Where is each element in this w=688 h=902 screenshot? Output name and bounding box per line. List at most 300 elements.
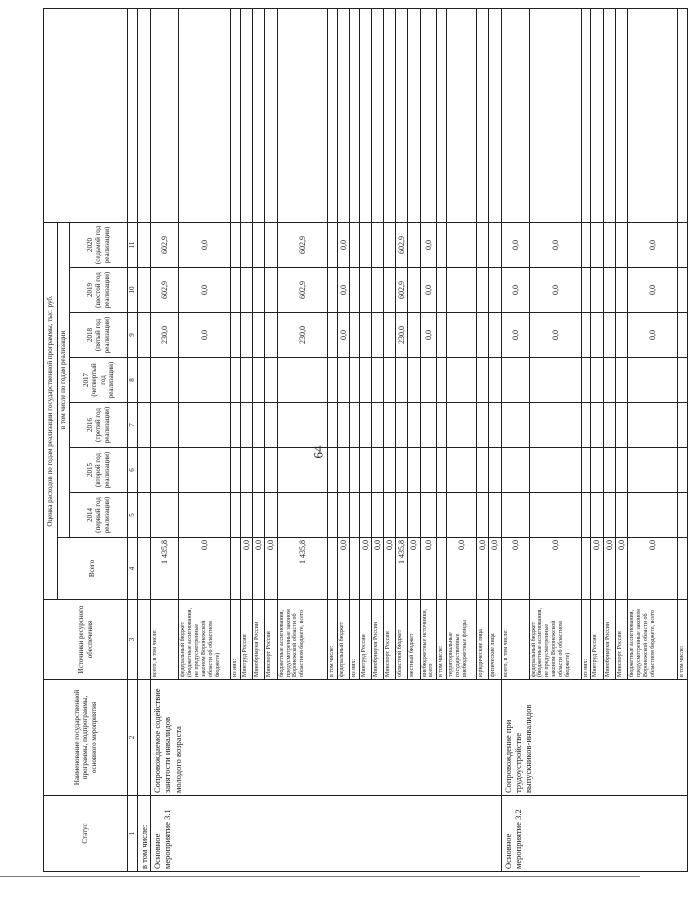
total-value [678,538,688,600]
funding-source: Минтруд России [241,600,253,680]
year-value [277,403,327,448]
year-value [447,222,477,267]
year-value [383,403,395,448]
total-value: 0,0 [371,538,383,600]
year-value [581,268,591,313]
year-value [408,222,420,267]
year-value [253,403,265,448]
year-value: 0,0 [337,313,349,358]
table-frame [43,9,686,872]
year-value [231,222,241,267]
funding-source: в том числе: [327,600,337,680]
year-value: 0,0 [628,268,678,313]
funding-source: Минобрнауки России [253,600,265,680]
empty-cell [138,313,151,358]
header-source: Источники ресурсного обеспечения [44,600,128,680]
year-value [529,448,581,493]
column-number: 9 [128,313,138,358]
year-value [327,268,337,313]
empty-cell [501,8,529,222]
year-value [265,268,277,313]
empty-cell [447,8,477,222]
year-value [477,403,489,448]
year-value [603,403,615,448]
year-value [349,268,359,313]
year-value [253,268,265,313]
year-value [151,403,179,448]
year-value [231,448,241,493]
year-value [615,222,627,267]
year-value [371,448,383,493]
year-value [151,448,179,493]
year-value [591,448,603,493]
empty-cell [420,8,437,222]
total-value: 0,0 [179,538,231,600]
year-value [678,222,688,267]
empty-cell [359,8,371,222]
header-including: в том числе по годам реализации [58,222,70,537]
year-value: 0,0 [529,313,581,358]
funding-source: территориальные государственные внебюджетные фонды [447,600,477,680]
empty-cell [327,8,337,222]
year-value [337,493,349,538]
year-value: 0,0 [501,313,529,358]
year-value [591,358,603,403]
year-value [477,222,489,267]
total-value: 0,0 [265,538,277,600]
column-number: 11 [128,222,138,267]
year-value [253,358,265,403]
scan-edge-line [0,876,640,877]
year-value [591,268,603,313]
empty-cell [265,8,277,222]
year-value: 602,9 [396,222,408,267]
year-value [529,358,581,403]
year-value [615,448,627,493]
year-value [581,448,591,493]
empty-cell [337,8,349,222]
year-value [603,313,615,358]
funding-source: из них: [349,600,359,680]
status-cell: Основное мероприятие 3.2 [501,796,687,872]
total-value [437,538,447,600]
empty-cell [277,8,327,222]
empty-cell [603,8,615,222]
year-value [327,358,337,403]
year-value [447,313,477,358]
year-value [581,222,591,267]
year-value [678,448,688,493]
year-value [179,403,231,448]
column-number: 1 [128,796,138,872]
year-value [277,358,327,403]
empty-cell [408,8,420,222]
header-year-number: 2014 [86,508,95,522]
year-value [501,448,529,493]
total-value: 0,0 [337,538,349,600]
year-value [628,448,678,493]
table-row [151,8,179,871]
year-value [359,358,371,403]
header-name: Наименование государственной программы, подпрограммы, основного мероприятия [44,680,128,796]
total-value: 0,0 [253,538,265,600]
year-value [253,222,265,267]
year-value: 0,0 [179,268,231,313]
year-value [529,493,581,538]
funding-source: федеральный бюджет [337,600,349,680]
year-value [420,493,437,538]
total-value: 0,0 [447,538,477,600]
empty-cell [138,358,151,403]
year-value [359,493,371,538]
year-value [265,358,277,403]
total-value: 0,0 [241,538,253,600]
activity-name: Сопровождаемое содействие занятости инвалидов молодого возраста [151,680,501,796]
header-year [70,493,128,538]
funding-source: из них: [581,600,591,680]
year-value [241,268,253,313]
total-value: 0,0 [359,538,371,600]
year-value [371,493,383,538]
year-value [615,358,627,403]
total-value [581,538,591,600]
year-value [603,493,615,538]
funding-source: из них: [231,600,241,680]
year-value [489,358,501,403]
empty-cell [383,8,395,222]
year-value [615,403,627,448]
funding-source: Минобрнауки России [603,600,615,680]
year-value [277,493,327,538]
funding-source: всего, в том числе: [151,600,179,680]
year-value [241,358,253,403]
empty-cell [138,538,151,600]
funding-source: Минтруд России [359,600,371,680]
empty-cell [253,8,265,222]
year-value [591,222,603,267]
total-value: 1 435,8 [151,538,179,600]
total-value: 0,0 [628,538,678,600]
year-value [678,268,688,313]
year-value [603,358,615,403]
year-value [437,268,447,313]
year-value: 0,0 [420,268,437,313]
year-value [615,493,627,538]
empty-cell [138,222,151,267]
funding-source: бюджетные ассигнования, предусмотренные законом Воронежской области об областном бюджете, всего [277,600,327,680]
total-value: 0,0 [529,538,581,600]
year-value [447,448,477,493]
budget-table [43,8,688,872]
year-value [678,403,688,448]
year-value [349,493,359,538]
column-number: 5 [128,493,138,538]
year-value [327,448,337,493]
year-value [678,358,688,403]
year-value [241,313,253,358]
year-value [396,358,408,403]
year-value [179,358,231,403]
year-value [477,313,489,358]
year-value [437,448,447,493]
rotated-table-sheet [43,9,686,872]
year-value [231,313,241,358]
empty-cell [138,600,151,680]
year-value [408,358,420,403]
year-value [420,358,437,403]
year-value [359,448,371,493]
header-blank [44,8,128,222]
year-value [628,493,678,538]
header-estimate: Оценка расходов по годам реализации государственной программы, тыс. руб. [44,222,58,599]
year-value: 0,0 [628,313,678,358]
year-value [396,493,408,538]
year-value: 230,0 [277,313,327,358]
year-value [241,448,253,493]
header-year-number: 2019 [86,283,95,297]
empty-cell [437,8,447,222]
year-value [437,222,447,267]
year-value [581,403,591,448]
year-value [253,493,265,538]
empty-cell [231,8,241,222]
empty-cell [138,403,151,448]
header-year-label: (пятый год реализации) [94,316,111,354]
year-value [359,268,371,313]
total-value [231,538,241,600]
funding-source: Минспорт России [615,600,627,680]
year-value [489,493,501,538]
total-value: 0,0 [477,538,489,600]
empty-cell [591,8,603,222]
funding-source: федеральный бюджет (бюджетные ассигнования, не предусмотренные законом Воронежской области об областном бюджете) [179,600,231,680]
year-value: 602,9 [396,268,408,313]
column-number: 3 [128,600,138,680]
year-value [383,358,395,403]
year-value [501,493,529,538]
empty-cell [179,8,231,222]
total-value: 0,0 [408,538,420,600]
header-year-number: 2016 [86,418,95,432]
year-value [408,268,420,313]
header-year [70,222,128,267]
year-value [231,358,241,403]
empty-cell [477,8,489,222]
year-value [383,493,395,538]
header-year [70,448,128,493]
year-value [371,403,383,448]
column-number-blank [128,8,138,222]
year-value [265,493,277,538]
header-year-number: 2020 [86,237,95,252]
year-value [489,222,501,267]
year-value [253,448,265,493]
header-year-number: 2015 [86,463,95,477]
funding-source: Минспорт России [383,600,395,680]
year-value [603,448,615,493]
year-value: 0,0 [179,313,231,358]
year-value [349,358,359,403]
funding-source: Минобрнауки России [371,600,383,680]
year-value [359,313,371,358]
funding-source: внебюджетные источники, всего [420,600,437,680]
empty-cell [151,8,179,222]
column-number: 4 [128,538,138,600]
year-value [383,268,395,313]
column-number: 2 [128,680,138,796]
year-value [349,222,359,267]
header-year-label: (седьмой год реализации) [94,225,111,265]
year-value [581,358,591,403]
year-value: 0,0 [529,222,581,267]
funding-source: местный бюджет [408,600,420,680]
status-cell: Основное мероприятие 3.1 [151,796,501,872]
funding-source: юридические лица [477,600,489,680]
year-value [241,403,253,448]
year-value [581,493,591,538]
year-value [477,268,489,313]
year-value [447,403,477,448]
year-value [437,313,447,358]
year-value [477,493,489,538]
year-value [231,268,241,313]
year-value [277,445,327,493]
empty-cell [628,8,678,222]
header-year [70,313,128,358]
header-year-label: (первый год реализации) [94,496,111,534]
year-value [265,222,277,267]
funding-source: Минспорт России [265,600,277,680]
year-value [489,403,501,448]
empty-cell [138,448,151,493]
column-number: 8 [128,358,138,403]
year-value [591,493,603,538]
year-value: 0,0 [501,268,529,313]
total-value: 0,0 [489,538,501,600]
year-value [591,313,603,358]
year-value [396,448,408,493]
column-number: 6 [128,448,138,493]
year-value [383,448,395,493]
year-value: 602,9 [151,222,179,267]
year-value [529,403,581,448]
year-value [327,403,337,448]
year-value [437,403,447,448]
year-value [420,448,437,493]
empty-cell [371,8,383,222]
year-value [327,313,337,358]
year-value [437,358,447,403]
table-row [501,8,529,871]
header-year-label: (четвертый год реализации) [90,361,115,399]
year-value [437,493,447,538]
year-value: 0,0 [420,222,437,267]
year-value: 602,9 [151,268,179,313]
total-value: 1 435,8 [277,538,327,600]
year-value [231,403,241,448]
header-year-label: (третий год реализации) [94,406,111,444]
year-value: 230,0 [151,313,179,358]
year-value [615,268,627,313]
year-value [371,313,383,358]
year-value: 0,0 [628,222,678,267]
year-value [371,268,383,313]
year-value [408,313,420,358]
year-value [265,448,277,493]
funding-source: областной бюджет [396,600,408,680]
year-value [265,313,277,358]
year-value [327,222,337,267]
year-value [349,448,359,493]
year-value [253,313,265,358]
year-value [231,493,241,538]
total-value: 0,0 [615,538,627,600]
header-year-number: 2018 [86,328,95,342]
funding-source: в том числе: [678,600,688,680]
empty-cell [138,493,151,538]
year-value [678,493,688,538]
funding-source: Минтруд России [591,600,603,680]
year-value [179,493,231,538]
year-value [489,268,501,313]
empty-cell [241,8,253,222]
funding-source: физические лица [489,600,501,680]
year-value [477,448,489,493]
year-value [489,313,501,358]
header-status: Статус [44,796,128,872]
year-value [678,313,688,358]
year-value: 0,0 [420,313,437,358]
year-value [603,268,615,313]
year-value [265,403,277,448]
total-value: 0,0 [501,538,529,600]
year-value [603,222,615,267]
year-value [151,358,179,403]
total-value: 0,0 [383,538,395,600]
funding-source: всего, в том числе: [501,600,529,680]
empty-cell [349,8,359,222]
year-value [241,493,253,538]
empty-cell [581,8,591,222]
header-year [70,268,128,313]
year-value [383,313,395,358]
year-value: 0,0 [529,268,581,313]
year-value [615,313,627,358]
empty-cell [138,268,151,313]
year-value [337,358,349,403]
year-value [396,403,408,448]
year-value [447,493,477,538]
year-value [408,403,420,448]
activity-name: Сопровождение при трудоустройстве выпускников-инвалидов [501,680,687,796]
year-value [591,403,603,448]
total-value: 1 435,8 [396,538,408,600]
header-year-label: (шестой год реализации) [94,271,111,309]
year-value [371,222,383,267]
total-value: 0,0 [591,538,603,600]
year-value: 0,0 [501,222,529,267]
year-value [420,403,437,448]
empty-cell [489,8,501,222]
year-value [628,403,678,448]
column-number: 10 [128,268,138,313]
year-value [359,222,371,267]
total-value [327,538,337,600]
year-value: 602,9 [277,222,327,267]
total-value: 0,0 [420,538,437,600]
year-value [241,222,253,267]
year-value [628,358,678,403]
